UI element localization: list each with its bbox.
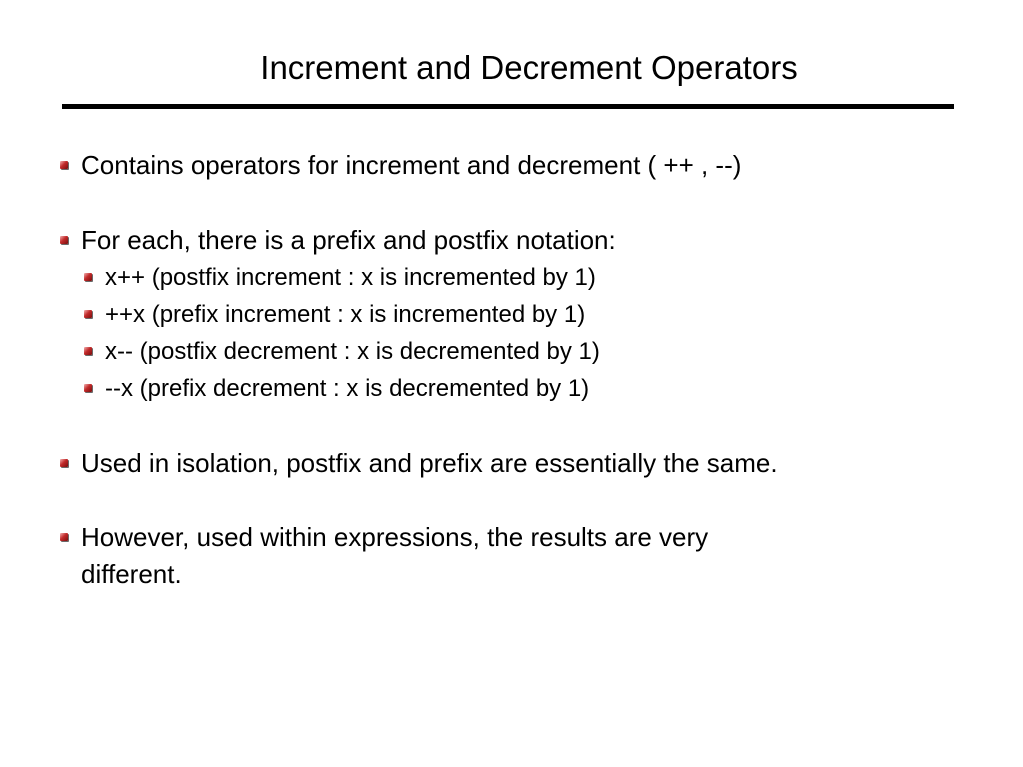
square-bullet-icon [60,236,68,244]
square-bullet-icon [60,161,68,169]
sub-bullet-text: x-- (postfix decrement : x is decremented by 1) [105,338,600,365]
sub-bullet-text: x++ (postfix increment : x is incremented by 1) [105,264,596,291]
bullet-text: Contains operators for increment and decrement ( ++ , --) [81,150,742,180]
square-bullet-icon [84,273,92,281]
square-bullet-icon [84,310,92,318]
sub-bullet-text: ++x (prefix increment : x is incremented by 1) [105,301,586,328]
bullet-text: Used in isolation, postfix and prefix are essentially the same. [81,448,778,478]
sub-bullet-text: --x (prefix decrement : x is decremented by 1) [105,375,590,402]
square-bullet-icon [60,459,68,467]
square-bullet-icon [84,384,92,392]
bullet-text: For each, there is a prefix and postfix notation: [81,225,616,255]
square-bullet-icon [60,533,68,541]
slide-title: Increment and Decrement Operators [260,49,798,86]
bullet-text: However, used within expressions, the results are very [81,522,709,552]
square-bullet-icon [84,347,92,355]
bullet-continuation: different. [81,559,182,589]
